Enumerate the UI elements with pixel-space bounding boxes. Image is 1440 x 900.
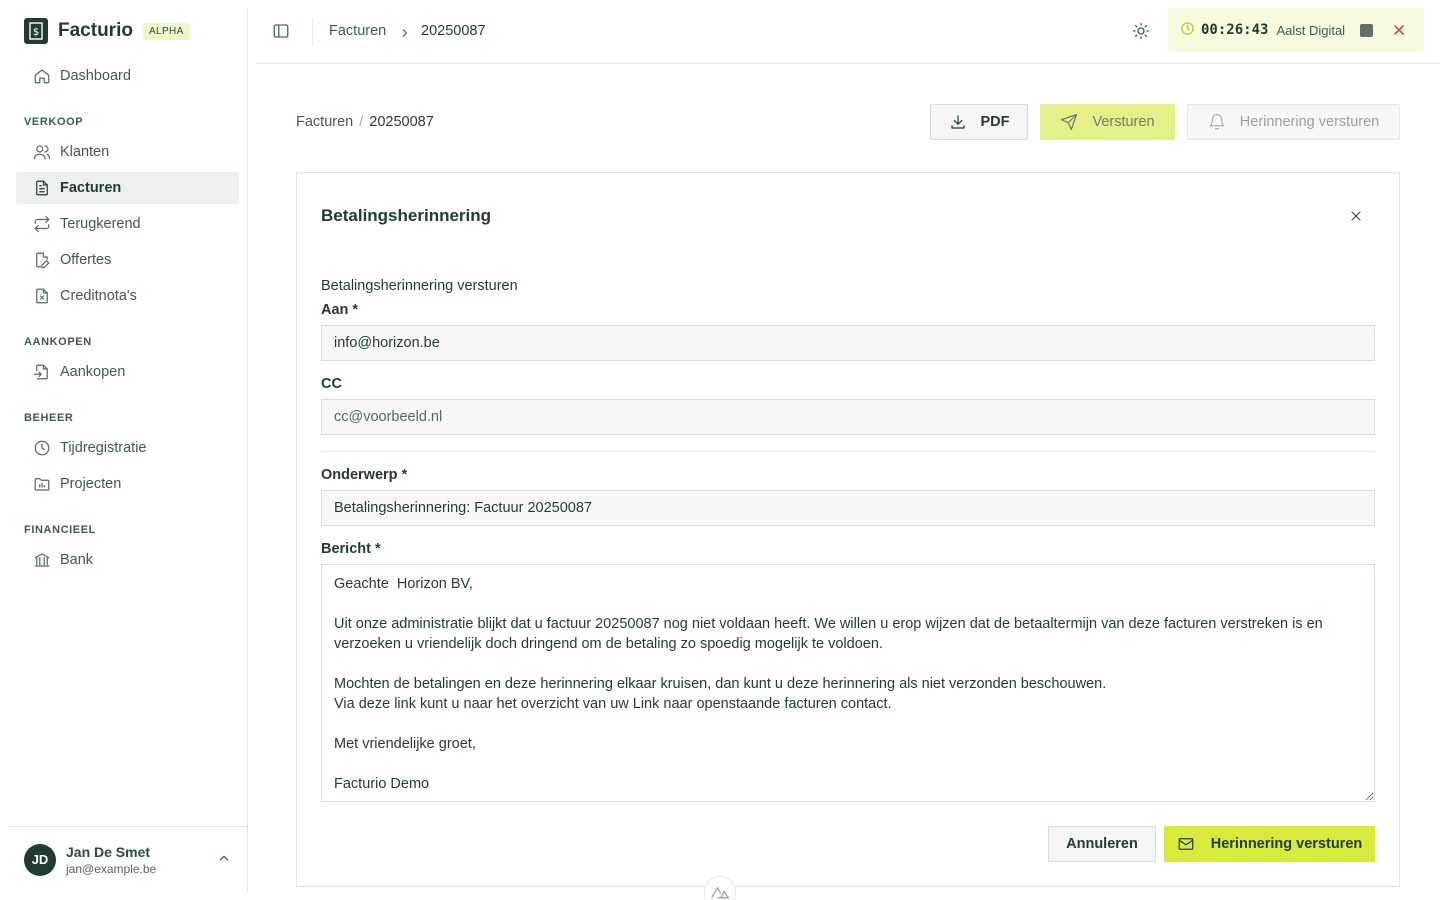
clock-icon	[1180, 21, 1195, 39]
clock-icon	[32, 438, 52, 458]
submit-reminder-button-label: Herinnering versturen	[1210, 836, 1363, 852]
timer-client: Aalst Digital	[1276, 22, 1346, 38]
submit-reminder-button[interactable]	[1164, 826, 1375, 862]
sidebar-item-label: Creditnota's	[60, 288, 137, 304]
active-timer	[1168, 8, 1424, 52]
sidebar-item-creditnotas[interactable]	[16, 280, 239, 312]
file-text-icon	[32, 178, 52, 198]
sidebar-item-offertes[interactable]	[16, 244, 239, 276]
sidebar-item-label: Offertes	[60, 252, 112, 268]
cancel-button[interactable]: Annuleren	[1048, 826, 1156, 862]
message-label: Bericht *	[321, 541, 381, 557]
sidebar-item-label: Klanten	[60, 144, 110, 160]
cc-field[interactable]	[321, 399, 1375, 435]
sidebar-toggle-icon[interactable]	[272, 22, 292, 42]
breadcrumb-separator: /	[359, 114, 364, 130]
brand-name: Facturio	[58, 20, 133, 41]
topbar	[256, 0, 1440, 64]
download-icon	[949, 113, 967, 131]
sidebar-item-label: Dashboard	[60, 68, 131, 84]
sidebar-item-bank[interactable]	[16, 544, 239, 576]
mail-icon	[1177, 835, 1195, 853]
chevron-up-icon[interactable]	[217, 851, 231, 868]
send-icon	[1060, 113, 1078, 131]
alpha-badge: ALPHA	[143, 23, 190, 40]
sun-icon[interactable]	[1132, 22, 1150, 43]
invoice-logo-icon	[24, 18, 48, 44]
devtools-toggle-icon[interactable]	[704, 876, 736, 900]
file-pen-icon	[32, 250, 52, 270]
send-button-label: Versturen	[1092, 114, 1155, 130]
file-x-icon	[32, 286, 52, 306]
breadcrumb-parent[interactable]: Facturen	[296, 114, 354, 130]
section-label-verkoop: VERKOOP	[24, 116, 84, 128]
section-label-financieel: FINANCIEEL	[24, 524, 96, 536]
topbar-breadcrumb-parent[interactable]: Facturen	[329, 23, 387, 39]
section-label-beheer: BEHEER	[24, 412, 74, 424]
pdf-button[interactable]	[930, 104, 1028, 140]
form-section-title: Betalingsherinnering versturen	[321, 278, 518, 294]
sidebar-item-tijdregistratie[interactable]	[16, 432, 239, 464]
sidebar-item-label: Projecten	[60, 476, 122, 492]
to-field[interactable]	[321, 325, 1375, 361]
topbar-breadcrumb-current: 20250087	[421, 23, 486, 39]
timer-time: 00:26:43	[1201, 22, 1269, 38]
user-menu[interactable]	[8, 826, 247, 892]
bank-icon	[32, 550, 52, 570]
close-icon[interactable]	[1349, 209, 1363, 226]
pdf-button-label: PDF	[980, 114, 1010, 130]
file-input-icon	[32, 362, 52, 382]
divider	[321, 451, 1375, 452]
subject-label: Onderwerp *	[321, 467, 408, 483]
svg-text:$: $	[32, 27, 40, 38]
stop-timer-button[interactable]	[1360, 24, 1373, 37]
sidebar-item-aankopen[interactable]	[16, 356, 239, 388]
send-button[interactable]	[1040, 104, 1175, 140]
reminder-card	[296, 172, 1400, 887]
sidebar-item-terugkerend[interactable]	[16, 208, 239, 240]
send-reminder-button[interactable]	[1187, 104, 1400, 140]
sidebar-item-facturen[interactable]	[16, 172, 239, 204]
sidebar-item-label: Tijdregistratie	[60, 440, 147, 456]
folder-icon	[32, 474, 52, 494]
sidebar-item-projecten[interactable]	[16, 468, 239, 500]
repeat-icon	[32, 214, 52, 234]
home-icon	[32, 66, 52, 86]
sidebar-item-label: Facturen	[60, 180, 122, 196]
topbar-divider	[312, 18, 313, 46]
sidebar-item-dashboard[interactable]	[16, 60, 239, 92]
sidebar-item-label: Terugkerend	[60, 216, 141, 232]
brand[interactable]	[24, 18, 190, 44]
cc-label: CC	[321, 376, 342, 392]
bell-icon	[1208, 113, 1226, 131]
user-name: Jan De Smet	[66, 843, 151, 860]
subject-field[interactable]	[321, 490, 1375, 526]
users-icon	[32, 142, 52, 162]
message-textarea[interactable]	[321, 564, 1375, 802]
card-title: Betalingsherinnering	[321, 206, 492, 225]
avatar: JD	[24, 844, 56, 876]
breadcrumb	[296, 114, 434, 130]
sidebar	[8, 8, 248, 892]
send-reminder-button-label: Herinnering versturen	[1239, 114, 1380, 130]
user-email: jan@example.be	[66, 861, 157, 876]
sidebar-item-label: Aankopen	[60, 364, 126, 380]
section-label-aankopen: AANKOPEN	[24, 336, 92, 348]
breadcrumb-current: 20250087	[369, 114, 434, 130]
close-icon[interactable]	[1392, 23, 1406, 40]
chevron-right-icon	[399, 26, 411, 42]
to-label: Aan *	[321, 302, 359, 318]
sidebar-item-label: Bank	[60, 552, 94, 568]
user-info	[66, 844, 156, 876]
sidebar-item-klanten[interactable]	[16, 136, 239, 168]
